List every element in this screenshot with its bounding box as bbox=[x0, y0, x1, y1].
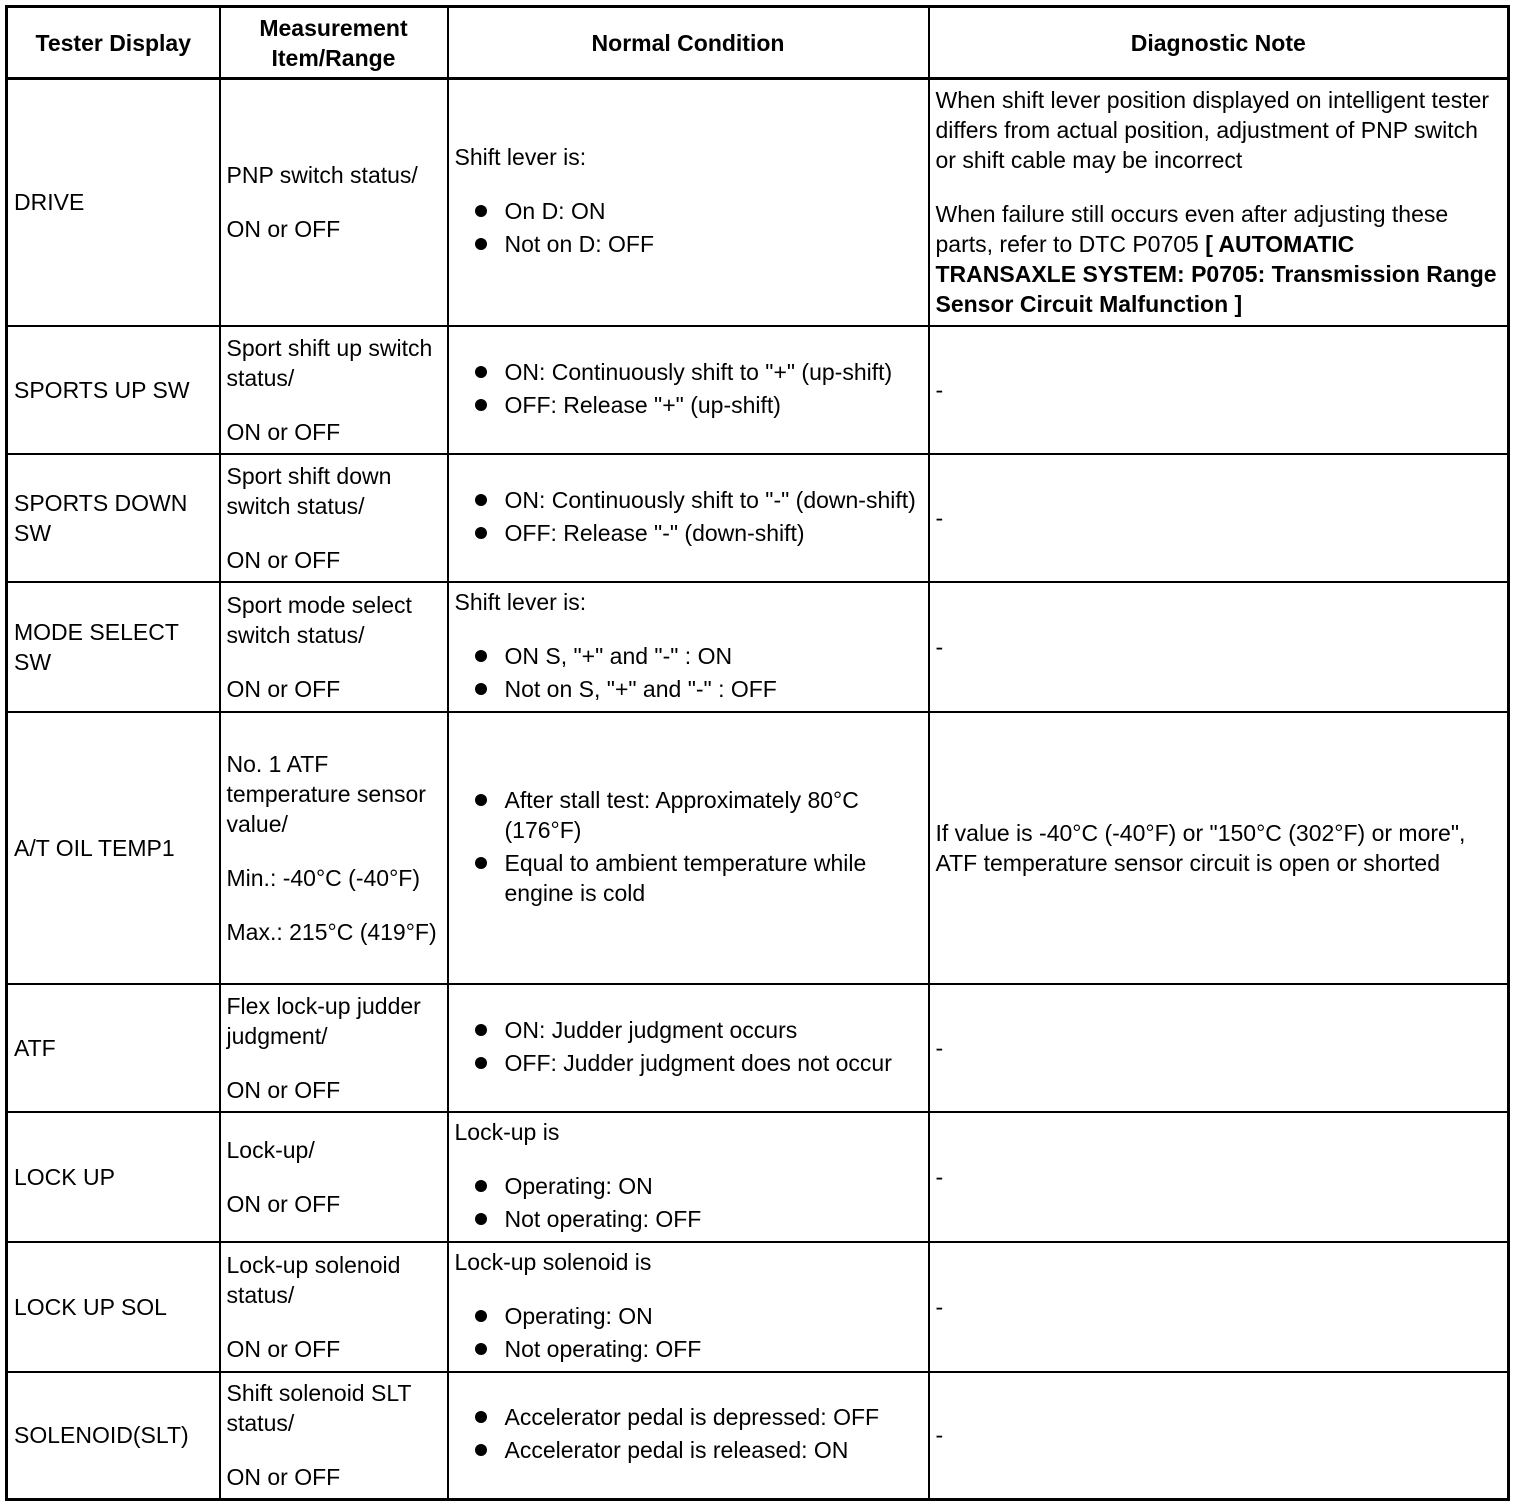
table-row bbox=[7, 984, 1509, 1112]
item-text: Sport mode select switch status/ bbox=[226, 591, 412, 648]
range-text: ON or OFF bbox=[226, 546, 341, 573]
list-item: Operating: ON bbox=[475, 1171, 922, 1201]
item-text: Lock-up solenoid status/ bbox=[226, 1251, 401, 1308]
measurement-item-cell bbox=[220, 326, 448, 454]
item-text: Shift solenoid SLT status/ bbox=[226, 1380, 412, 1437]
header-tester-display: Tester Display bbox=[7, 7, 220, 79]
condition-list bbox=[455, 1015, 922, 1078]
item-text: No. 1 ATF temperature sensor value/ bbox=[226, 750, 426, 837]
range-text: ON or OFF bbox=[226, 1335, 341, 1362]
condition-list bbox=[455, 196, 922, 259]
measurement-item-cell bbox=[220, 984, 448, 1112]
note-text: When failure still occurs even after adjusting these parts, refer to DTC P0705 bbox=[935, 201, 1449, 258]
tester-display-cell: SPORTS DOWN SW bbox=[7, 454, 220, 582]
tester-display-cell: SOLENOID(SLT) bbox=[7, 1372, 220, 1500]
condition-list bbox=[455, 1171, 922, 1234]
list-item: On D: ON bbox=[475, 196, 922, 226]
list-item: Accelerator pedal is depressed: OFF bbox=[475, 1402, 922, 1432]
tester-display-cell: ATF bbox=[7, 984, 220, 1112]
table-row bbox=[7, 712, 1509, 984]
list-item: OFF: Release "+" (up-shift) bbox=[475, 390, 922, 420]
tester-display-cell: DRIVE bbox=[7, 79, 220, 326]
normal-condition-cell bbox=[448, 79, 929, 326]
measurement-item-cell bbox=[220, 582, 448, 712]
condition-list bbox=[455, 1402, 922, 1465]
normal-condition-cell bbox=[448, 712, 929, 984]
list-item: ON: Judder judgment occurs bbox=[475, 1015, 922, 1045]
table-row bbox=[7, 79, 1509, 326]
dtc-reference-link[interactable]: [ AUTOMATIC TRANSAXLE SYSTEM: P0705: Transmission Range Sensor Circuit Malfunction ] bbox=[935, 231, 1497, 318]
list-item: ON S, "+" and "-" : ON bbox=[475, 641, 922, 671]
tester-display-cell: A/T OIL TEMP1 bbox=[7, 712, 220, 984]
tester-display-cell: SPORTS UP SW bbox=[7, 326, 220, 454]
item-text: Sport shift up switch status/ bbox=[226, 334, 433, 391]
table-row bbox=[7, 1372, 1509, 1500]
diagnostic-note-cell: - bbox=[929, 582, 1509, 712]
measurement-item-cell bbox=[220, 79, 448, 326]
note-paragraph bbox=[936, 199, 1502, 319]
condition-lead: Shift lever is: bbox=[454, 144, 587, 171]
diagnostic-note-cell: - bbox=[929, 984, 1509, 1112]
diagnostic-note-cell: - bbox=[929, 1372, 1509, 1500]
max-value: Max.: 215°C (419°F) bbox=[226, 918, 437, 945]
normal-condition-cell bbox=[448, 582, 929, 712]
list-item: Operating: ON bbox=[475, 1301, 922, 1331]
range-text: ON or OFF bbox=[226, 418, 341, 445]
measurement-item-cell bbox=[220, 1372, 448, 1500]
condition-list bbox=[455, 1301, 922, 1364]
diagnostic-note-cell: - bbox=[929, 1112, 1509, 1242]
measurement-item-cell bbox=[220, 454, 448, 582]
table-row bbox=[7, 1112, 1509, 1242]
table-row bbox=[7, 582, 1509, 712]
condition-list bbox=[455, 641, 922, 704]
list-item: ON: Continuously shift to "+" (up-shift) bbox=[475, 357, 922, 387]
condition-lead: Lock-up is bbox=[454, 1118, 560, 1145]
normal-condition-cell bbox=[448, 326, 929, 454]
diagnostic-note-cell: - bbox=[929, 326, 1509, 454]
item-text: Flex lock-up judder judgment/ bbox=[226, 992, 421, 1049]
header-measurement-item-range: Measurement Item/Range bbox=[220, 7, 448, 79]
header-normal-condition: Normal Condition bbox=[448, 7, 929, 79]
range-text: ON or OFF bbox=[226, 216, 341, 243]
list-item: Not on S, "+" and "-" : OFF bbox=[475, 674, 922, 704]
range-text: ON or OFF bbox=[226, 675, 341, 702]
list-item: Accelerator pedal is released: ON bbox=[475, 1435, 922, 1465]
item-text: PNP switch status/ bbox=[226, 162, 418, 189]
diagnostic-data-table bbox=[5, 5, 1510, 1501]
condition-list bbox=[455, 357, 922, 420]
condition-lead: Lock-up solenoid is bbox=[454, 1248, 652, 1275]
item-text: Sport shift down switch status/ bbox=[226, 462, 392, 519]
list-item: OFF: Release "-" (down-shift) bbox=[475, 518, 922, 548]
list-item: Not on D: OFF bbox=[475, 229, 922, 259]
condition-list bbox=[455, 485, 922, 548]
measurement-item-cell bbox=[220, 712, 448, 984]
normal-condition-cell bbox=[448, 454, 929, 582]
diagnostic-note-cell: - bbox=[929, 1242, 1509, 1372]
table-row bbox=[7, 1242, 1509, 1372]
list-item: Not operating: OFF bbox=[475, 1204, 922, 1234]
tester-display-cell: MODE SELECT SW bbox=[7, 582, 220, 712]
list-item: After stall test: Approximately 80°C (176°F) bbox=[475, 785, 922, 845]
tester-display-cell: LOCK UP bbox=[7, 1112, 220, 1242]
header-diagnostic-note: Diagnostic Note bbox=[929, 7, 1509, 79]
normal-condition-cell bbox=[448, 1112, 929, 1242]
list-item: OFF: Judder judgment does not occur bbox=[475, 1048, 922, 1078]
table-row bbox=[7, 454, 1509, 582]
diagnostic-note-cell: - bbox=[929, 454, 1509, 582]
list-item: ON: Continuously shift to "-" (down-shift) bbox=[475, 485, 922, 515]
min-value: Min.: -40°C (-40°F) bbox=[226, 864, 420, 891]
measurement-item-cell bbox=[220, 1112, 448, 1242]
diagnostic-note-cell bbox=[929, 79, 1509, 326]
header-row bbox=[7, 7, 1509, 79]
normal-condition-cell bbox=[448, 1372, 929, 1500]
diagnostic-note-cell: If value is -40°C (-40°F) or "150°C (302°F) or more", ATF temperature sensor circuit is open or shorted bbox=[929, 712, 1509, 984]
range-text: ON or OFF bbox=[226, 1190, 341, 1217]
condition-lead: Shift lever is: bbox=[454, 588, 587, 615]
condition-list bbox=[455, 785, 922, 908]
normal-condition-cell bbox=[448, 1242, 929, 1372]
range-text: ON or OFF bbox=[226, 1464, 341, 1491]
list-item: Not operating: OFF bbox=[475, 1334, 922, 1364]
table-row bbox=[7, 326, 1509, 454]
item-text: Lock-up/ bbox=[226, 1136, 315, 1163]
list-item: Equal to ambient temperature while engine is cold bbox=[475, 848, 922, 908]
measurement-item-cell bbox=[220, 1242, 448, 1372]
normal-condition-cell bbox=[448, 984, 929, 1112]
tester-display-cell: LOCK UP SOL bbox=[7, 1242, 220, 1372]
range-text: ON or OFF bbox=[226, 1076, 341, 1103]
note-paragraph: When shift lever position displayed on intelligent tester differs from actual position, adjustment of PNP switch or shift cable may be incorrect bbox=[935, 87, 1490, 174]
